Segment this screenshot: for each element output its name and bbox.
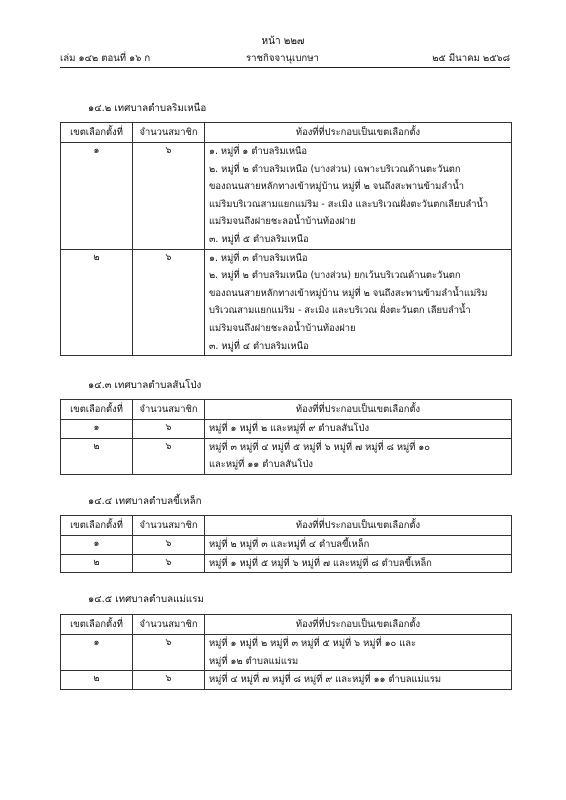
col-members-header: จำนวนสมาชิก bbox=[133, 123, 205, 143]
area-description bbox=[205, 671, 512, 690]
area-line: ๓. หมู่ที่ ๔ ตำบลริมเหนือ bbox=[209, 340, 309, 352]
district-number: ๑ bbox=[61, 635, 133, 671]
section-title: ๑๔.๔ เทศบาลตำบลขี้เหล็ก bbox=[88, 496, 202, 507]
area-line: ๑. หมู่ที่ ๓ ตำบลริมเหนือ bbox=[209, 252, 308, 264]
member-count: ๖ bbox=[133, 249, 205, 356]
volume-issue: เล่ม ๑๔๒ ตอนที่ ๑๖ ก bbox=[60, 53, 151, 64]
area-description bbox=[205, 635, 512, 671]
col-members-header: จำนวนสมาชิก bbox=[133, 516, 205, 536]
member-count: ๖ bbox=[133, 554, 205, 573]
table-header-row bbox=[61, 516, 512, 536]
table-row bbox=[61, 554, 512, 573]
gazette-header bbox=[60, 51, 510, 65]
district-table bbox=[60, 122, 512, 356]
page-number: หน้า ๒๒๗ bbox=[261, 36, 305, 47]
district-number: ๑ bbox=[61, 536, 133, 555]
col-district-header: เขตเลือกตั้งที่ bbox=[61, 615, 133, 635]
district-number: ๑ bbox=[61, 143, 133, 250]
area-line: ๒. หมู่ที่ ๒ ตำบลริมเหนือ (บางส่วน) ยกเว้นบริเวณด้านตะวันตก bbox=[209, 270, 461, 282]
area-description bbox=[205, 420, 512, 439]
col-district-header: เขตเลือกตั้งที่ bbox=[61, 400, 133, 420]
area-line: แม่ริมจนถึงฝายชะลอน้ำบ้านท้องฝาย bbox=[209, 216, 356, 228]
area-line: หมู่ที่ ๑๒ ตำบลแม่แรม bbox=[209, 655, 299, 667]
area-description bbox=[205, 554, 512, 573]
table-row bbox=[61, 249, 512, 356]
area-line: ๒. หมู่ที่ ๒ ตำบลริมเหนือ (บางส่วน) เฉพาะบริเวณด้านตะวันตก bbox=[209, 163, 461, 175]
district-number: ๒ bbox=[61, 671, 133, 690]
table-header-row bbox=[61, 123, 512, 143]
member-count: ๖ bbox=[133, 438, 205, 474]
table-row bbox=[61, 671, 512, 690]
area-line: ๑. หมู่ที่ ๑ ตำบลริมเหนือ bbox=[209, 146, 308, 157]
header-rule bbox=[60, 67, 510, 68]
col-district-header: เขตเลือกตั้งที่ bbox=[61, 123, 133, 143]
publication-date: ๒๕ มีนาคม ๒๕๖๘ bbox=[432, 53, 510, 64]
area-line: และหมู่ที่ ๑๑ ตำบลสันโป่ง bbox=[209, 459, 313, 471]
col-area-header: ท้องที่ที่ประกอบเป็นเขตเลือกตั้ง bbox=[205, 615, 512, 635]
district-number: ๑ bbox=[61, 420, 133, 439]
member-count: ๖ bbox=[133, 420, 205, 439]
area-line: แม่ริมบริเวณสามแยกแม่ริม - สะเมิง และบริเวณฝั่งตะวันตกเลียบลำน้ำ bbox=[209, 198, 489, 210]
area-line: หมู่ที่ ๒ หมู่ที่ ๓ และหมู่ที่ ๔ ตำบลขี้เหล็ก bbox=[209, 539, 370, 550]
area-description bbox=[205, 249, 512, 356]
district-number: ๒ bbox=[61, 438, 133, 474]
col-district-header: เขตเลือกตั้งที่ bbox=[61, 516, 133, 536]
table-header-row bbox=[61, 400, 512, 420]
col-members-header: จำนวนสมาชิก bbox=[133, 615, 205, 635]
col-members-header: จำนวนสมาชิก bbox=[133, 400, 205, 420]
table-row bbox=[61, 536, 512, 555]
district-number: ๒ bbox=[61, 249, 133, 356]
area-line: ของถนนสายหลักทางเข้าหมู่บ้าน หมู่ที่ ๒ จนถึงสะพานข้ามลำน้ำแม่ริม bbox=[209, 287, 488, 299]
section-title: ๑๔.๕ เทศบาลตำบลแม่แรม bbox=[88, 594, 204, 605]
area-line: บริเวณสามแยกแม่ริม - สะเมิง และบริเวณ ฝั่งตะวันตก เลียบลำน้ำ bbox=[209, 305, 471, 317]
table-row bbox=[61, 438, 512, 474]
area-line: ๓. หมู่ที่ ๕ ตำบลริมเหนือ bbox=[209, 233, 309, 245]
area-line: ของถนนสายหลักทางเข้าหมู่บ้าน หมู่ที่ ๒ จนถึงสะพานข้ามลำน้ำ bbox=[209, 181, 465, 193]
member-count: ๖ bbox=[133, 536, 205, 555]
member-count: ๖ bbox=[133, 143, 205, 250]
area-description bbox=[205, 536, 512, 555]
col-area-header: ท้องที่ที่ประกอบเป็นเขตเลือกตั้ง bbox=[205, 400, 512, 420]
table-header-row bbox=[61, 615, 512, 635]
table-row bbox=[61, 420, 512, 439]
col-area-header: ท้องที่ที่ประกอบเป็นเขตเลือกตั้ง bbox=[205, 516, 512, 536]
table-row bbox=[61, 635, 512, 671]
table-row bbox=[61, 143, 512, 250]
area-line: หมู่ที่ ๓ หมู่ที่ ๔ หมู่ที่ ๕ หมู่ที่ ๖ หมู่ที่ ๗ หมู่ที่ ๘ หมู่ที่ ๑๐ bbox=[209, 441, 431, 453]
area-description bbox=[205, 143, 512, 250]
district-table bbox=[60, 614, 512, 690]
member-count: ๖ bbox=[133, 671, 205, 690]
member-count: ๖ bbox=[133, 635, 205, 671]
area-description bbox=[205, 438, 512, 474]
area-line: หมู่ที่ ๔ หมู่ที่ ๗ หมู่ที่ ๘ หมู่ที่ ๙ และหมู่ที่ ๑๑ ตำบลแม่แรม bbox=[209, 674, 441, 686]
district-table bbox=[60, 399, 512, 475]
area-line: แม่ริมจนถึงฝายชะลอน้ำบ้านท้องฝาย bbox=[209, 322, 356, 334]
district-number: ๒ bbox=[61, 554, 133, 573]
col-area-header: ท้องที่ที่ประกอบเป็นเขตเลือกตั้ง bbox=[205, 123, 512, 143]
section-title: ๑๔.๒ เทศบาลตำบลริมเหนือ bbox=[88, 103, 207, 114]
gazette-name: ราชกิจจานุเบกษา bbox=[246, 53, 319, 64]
area-line: หมู่ที่ ๑ หมู่ที่ ๕ หมู่ที่ ๖ หมู่ที่ ๗ และหมู่ที่ ๘ ตำบลขี้เหล็ก bbox=[209, 557, 432, 569]
area-line: หมู่ที่ ๑ หมู่ที่ ๒ และหมู่ที่ ๙ ตำบลสันโป่ง bbox=[209, 423, 370, 434]
area-line: หมู่ที่ ๑ หมู่ที่ ๒ หมู่ที่ ๓ หมู่ที่ ๕ หมู่ที่ ๖ หมู่ที่ ๑๐ และ bbox=[209, 638, 417, 649]
section-title: ๑๔.๓ เทศบาลตำบลสันโป่ง bbox=[88, 380, 202, 391]
district-table bbox=[60, 515, 512, 573]
